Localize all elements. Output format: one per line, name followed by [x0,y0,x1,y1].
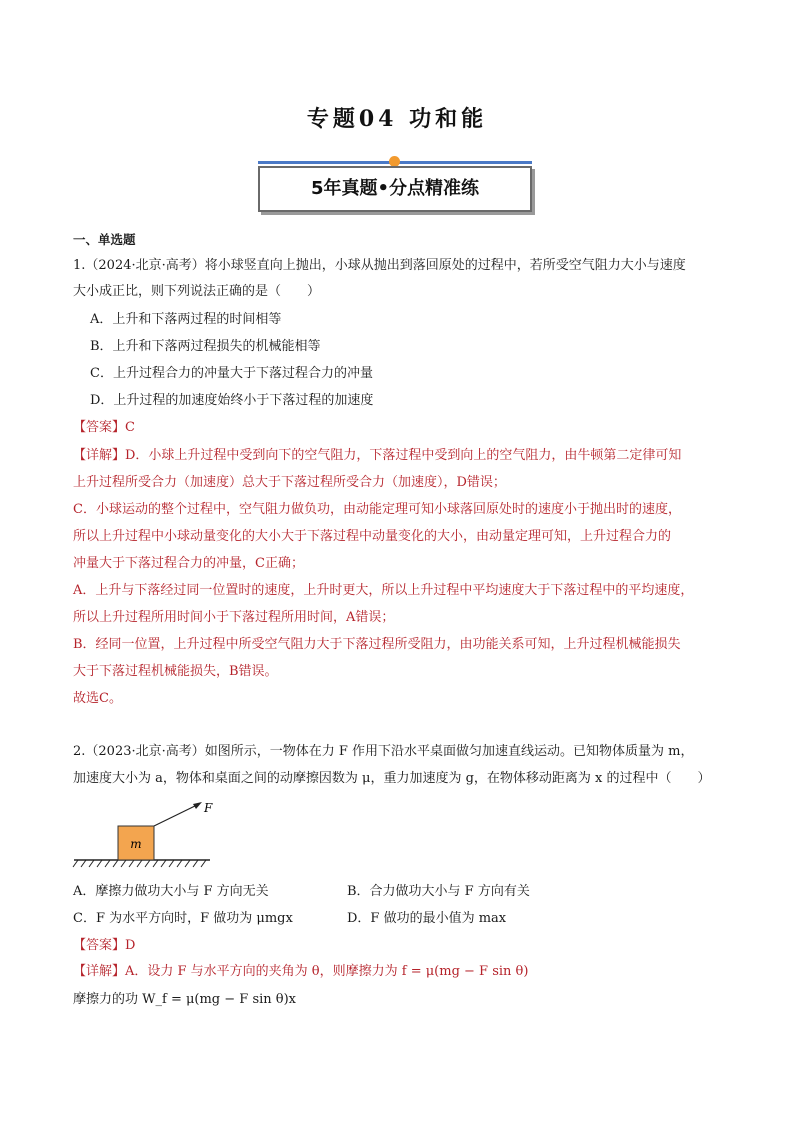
q1-explain-line: A．上升与下落经过同一位置时的速度，上升时更大，所以上升过程中平均速度大于下落过程中的平均速度， [73,583,694,598]
q1-stem-line-1: 1.（2024·北京·高考）将小球竖直向上抛出，小球从抛出到落回原处的过程中，若所受空气阻力大小与速度 [73,258,686,273]
q2-option-b: B．合力做功大小与 F 方向有关 [347,884,530,899]
q1-explain-line: B．经同一位置，上升过程中所受空气阻力大于下落过程所受阻力，由功能关系可知，上升过程机械能损失 [73,637,681,652]
q1-stem-line-2: 大小成正比，则下列说法正确的是（ ） [73,284,321,299]
force-arrow-head [193,802,202,809]
q1-option-d: D．上升过程的加速度始终小于下落过程的加速度 [90,393,374,408]
q2-stem-line-2: 加速度大小为 a，物体和桌面之间的动摩擦因数为 μ，重力加速度为 g，在物体移动距离为 x 的过程中（ ） [73,771,711,786]
force-diagram [70,796,220,872]
page-title: 专题04 功和能 [306,106,488,132]
q1-explain-line: 大于下落过程机械能损失，B错误。 [73,664,278,679]
series-banner [258,156,532,216]
q1-explain-line: 故选C。 [73,691,122,706]
q1-option-c: C．上升过程合力的冲量大于下落过程合力的冲量 [90,366,373,381]
q2-option-a: A．摩擦力做功大小与 F 方向无关 [73,884,269,899]
q1-answer: 【答案】C [73,420,135,435]
force-arrow [154,804,199,826]
q2-option-c: C．F 为水平方向时，F 做功为 μmgx [73,911,293,926]
q1-explain-line: 上升过程所受合力（加速度）总大于下落过程所受合力（加速度），D错误； [73,475,506,490]
q2-option-d: D．F 做功的最小值为 max [347,911,507,926]
banner-text: 5年真题•分点精准练 [258,166,532,212]
q1-explain-line: 【详解】D．小球上升过程中受到向下的空气阻力，下落过程中受到向上的空气阻力，由牛顿第二定律可知 [73,448,682,463]
table-hatching [73,860,206,867]
q1-explain-line: 所以上升过程所用时间小于下落过程所用时间，A错误； [73,610,395,625]
q1-explain-line: 所以上升过程中小球动量变化的大小大于下落过程中动量变化的大小，由动量定理可知，上升过程合力的 [73,529,672,544]
q2-explain-line-2: 摩擦力的功 W_f = μ(mg − F sin θ)x [73,992,297,1007]
q1-option-b: B．上升和下落两过程损失的机械能相等 [90,339,321,354]
q1-explain-line: C．小球运动的整个过程中，空气阻力做负功，由动能定理可知小球落回原处时的速度小于抛出时的速度， [73,502,681,517]
q2-explain-text: 【详解】A．设力 F 与水平方向的夹角为 θ，则摩擦力为 f = μ(mg − F sin θ) [73,964,529,979]
q2-explain-line-1 [73,962,528,982]
q2-stem-line-1: 2.（2023·北京·高考）如图所示，一物体在力 F 作用下沿水平桌面做匀加速直线运动。已知物体质量为 m， [73,744,694,759]
q1-explain-line: 冲量大于下落过程合力的冲量，C正确； [73,556,304,571]
q2-answer: 【答案】D [73,938,136,953]
section-heading: 一、单选题 [73,232,136,247]
q1-option-a: A．上升和下落两过程的时间相等 [90,312,282,327]
force-label: F [204,801,213,815]
mass-label: m [130,837,142,851]
